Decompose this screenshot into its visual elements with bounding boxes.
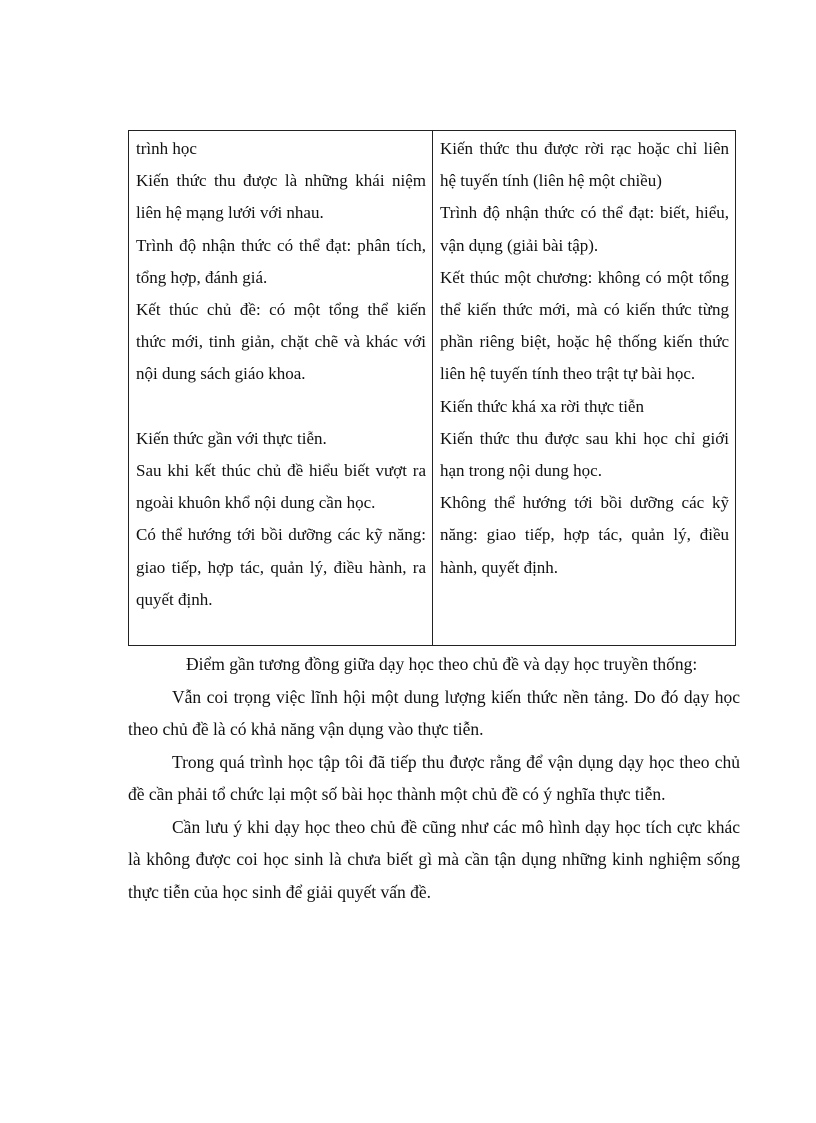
left-cell-line: Trình độ nhận thức có thể đạt: phân tích, tổng hợp, đánh giá. bbox=[136, 235, 426, 287]
table-right-column bbox=[433, 131, 735, 645]
right-cell-line: Kiến thức thu được sau khi học chỉ giới hạn trong nội dung học. bbox=[440, 428, 729, 481]
paragraph: Trong quá trình học tập tôi đã tiếp thu được rằng để vận dụng dạy học theo chủ đề cần phải tổ chức lại một số bài học thành một chủ đề có ý nghĩa thực tiễn. bbox=[128, 751, 740, 804]
paragraph: Cần lưu ý khi dạy học theo chủ đề cũng như các mô hình dạy học tích cực khác là không được coi học sinh là chưa biết gì mà cần tận dụng những kinh nghiệm sống thực tiễn của học sinh để giải quyết vấn đề. bbox=[128, 816, 740, 902]
blank-line bbox=[136, 391, 426, 423]
right-cell-line: Kiến thức khá xa rời thực tiễn bbox=[440, 396, 644, 416]
left-cell-line: Kết thúc chủ đề: có một tổng thể kiến thức mới, tinh giản, chặt chẽ và khác với nội dung sách giáo khoa. bbox=[136, 300, 426, 384]
left-cell-line: trình học bbox=[136, 139, 197, 158]
right-cell-line: Trình độ nhận thức có thể đạt: biết, hiểu, vận dụng (giải bài tập). bbox=[440, 203, 729, 255]
body-text bbox=[128, 648, 740, 908]
left-cell-line: Sau khi kết thúc chủ đề hiểu biết vượt ra ngoài khuôn khổ nội dung cần học. bbox=[136, 461, 426, 513]
table-left-column bbox=[129, 131, 433, 645]
left-cell-line: Có thể hướng tới bồi dưỡng các kỹ năng: giao tiếp, hợp tác, quản lý, điều hành, ra quyết định. bbox=[136, 525, 426, 609]
right-cell-line: Kiến thức thu được rời rạc hoặc chỉ liên hệ tuyến tính (liên hệ một chiều) bbox=[440, 139, 729, 191]
paragraph: Điểm gần tương đồng giữa dạy học theo chủ đề và dạy học truyền thống: bbox=[186, 654, 698, 674]
right-cell-line: Không thể hướng tới bồi dưỡng các kỹ năng: giao tiếp, hợp tác, quản lý, điều hành, quyết định. bbox=[440, 493, 729, 577]
left-cell-line: Kiến thức gần với thực tiễn. bbox=[136, 428, 327, 448]
right-cell-line: Kết thúc một chương: không có một tổng thể kiến thức mới, mà có kiến thức từng phần riêng biệt, hoặc hệ thống kiến thức liên hệ tuyến tính theo trật tự bài học. bbox=[440, 267, 729, 384]
comparison-table bbox=[128, 130, 736, 646]
left-cell-line: Kiến thức thu được là những khái niệm liên hệ mạng lưới với nhau. bbox=[136, 171, 426, 223]
paragraph: Vẫn coi trọng việc lĩnh hội một dung lượng kiến thức nền tảng. Do đó dạy học theo chủ đề là có khả năng vận dụng vào thực tiễn. bbox=[128, 686, 740, 739]
